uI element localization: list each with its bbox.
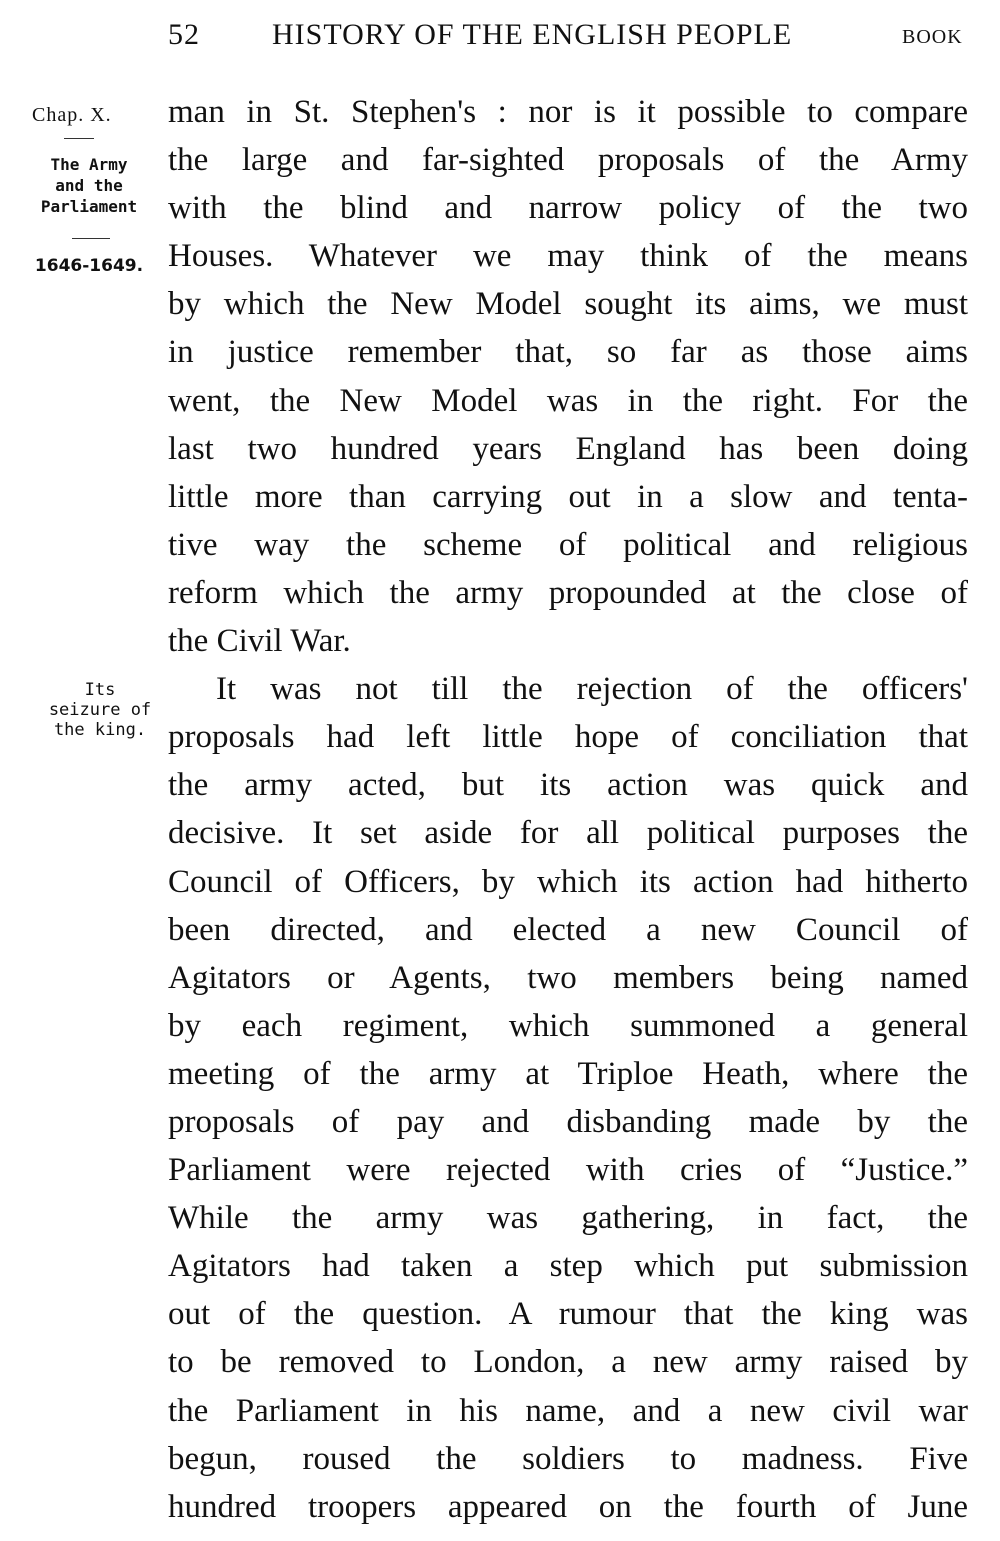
note-divider <box>72 238 110 239</box>
topic-note-line: and the <box>55 176 123 195</box>
text-line: decisive. It set aside for all political purposes the <box>168 815 968 852</box>
topic-note <box>14 154 164 217</box>
text-line: the Civil War. <box>168 623 351 660</box>
text-line: little more than carrying out in a slow and tenta- <box>168 478 968 515</box>
page-number: 52 <box>168 18 200 51</box>
seizure-note-line: seizure of <box>48 700 152 720</box>
text-line: reform which the army propounded at the close of <box>168 574 968 611</box>
text-line: proposals of pay and disbanding made by the <box>168 1103 968 1140</box>
page-header <box>0 18 1000 58</box>
topic-note-line: The Army <box>50 155 128 174</box>
text-line: Parliament were rejected with cries of “Justice.” <box>168 1152 968 1189</box>
text-line: begun, roused the soldiers to madness. Five <box>168 1440 968 1477</box>
topic-note-line: Parliament <box>40 197 138 216</box>
text-line: Council of Officers, by which its action had hitherto <box>168 863 968 900</box>
seizure-note-line: the king. <box>53 720 147 740</box>
seizure-note <box>40 680 160 740</box>
text-line: While the army was gathering, in fact, the <box>168 1200 968 1237</box>
text-line: proposals had left little hope of conciliation that <box>168 719 968 756</box>
text-line: with the blind and narrow policy of the two <box>168 190 968 227</box>
years-note: 1646-1649. <box>34 256 144 276</box>
running-title: HISTORY OF THE ENGLISH PEOPLE <box>272 18 793 51</box>
text-line: Agitators or Agents, two members being named <box>168 959 968 996</box>
text-line: the army acted, but its action was quick and <box>168 767 968 804</box>
text-line: last two hundred years England has been doing <box>168 430 968 467</box>
text-line: by each regiment, which summoned a general <box>168 1007 968 1044</box>
text-line: hundred troopers appeared on the fourth of June <box>168 1488 968 1525</box>
text-line: It was not till the rejection of the officers' <box>216 671 968 708</box>
text-line: the Parliament in his name, and a new civil war <box>168 1392 968 1429</box>
text-line: man in St. Stephen's : nor is it possible to compare <box>168 94 968 130</box>
text-line: tive way the scheme of political and religious <box>168 526 968 563</box>
text-line: out of the question. A rumour that the king was <box>168 1296 968 1333</box>
chapter-note: Chap. X. <box>32 104 112 126</box>
note-divider <box>64 138 94 139</box>
text-line: Houses. Whatever we may think of the means <box>168 238 968 275</box>
body-text <box>168 88 968 1531</box>
book-label: BOOK <box>902 26 963 48</box>
text-line: went, the New Model was in the right. For the <box>168 382 968 419</box>
text-line: meeting of the army at Triploe Heath, where the <box>168 1055 968 1092</box>
text-line: in justice remember that, so far as those aims <box>168 334 968 371</box>
text-line: Agitators had taken a step which put submission <box>168 1248 968 1285</box>
text-line: the large and far-sighted proposals of the Army <box>168 142 968 179</box>
seizure-note-line: Its <box>84 680 116 700</box>
text-line: been directed, and elected a new Council of <box>168 911 968 948</box>
text-line: by which the New Model sought its aims, we must <box>168 286 968 323</box>
text-line: to be removed to London, a new army raised by <box>168 1344 968 1381</box>
